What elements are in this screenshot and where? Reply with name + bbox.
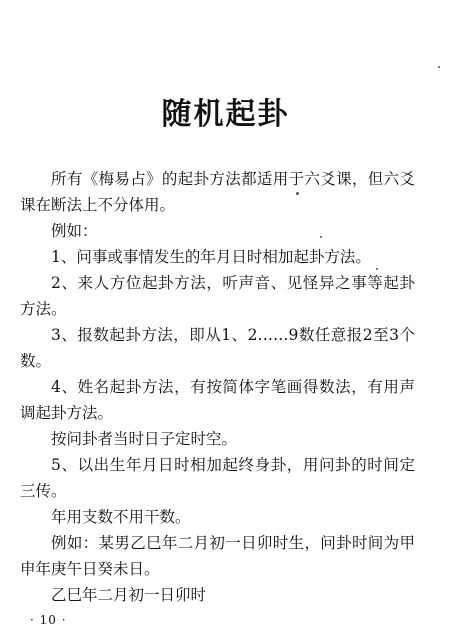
page-title: 随机起卦 [161,97,290,132]
paragraph: 3、报数起卦方法，即从1、2……9数任意报2至3个数。 [20,326,415,370]
paragraph: 年用支数不用干数。 [51,508,191,526]
scan-speck [438,66,440,68]
paragraph: 5、以出生年月日时相加起终身卦，用问卦的时间定三传。 [20,456,415,500]
paragraph: 乙巳年二月初一日卯时 [51,586,207,604]
body-text [20,166,415,608]
scan-speck [296,192,299,195]
page-number: · 10 · [30,613,67,627]
paragraph: 例如： [51,222,98,240]
paragraph: 按问卦者当时日子定时空。 [51,430,238,448]
paragraph: 4、姓名起卦方法，有按简体字笔画得数法，有用声调起卦方法。 [20,378,415,422]
paragraph: 例如：某男乙巳年二月初一日卯时生，问卦时间为甲申年庚午日癸未日。 [20,534,415,578]
scan-speck [320,236,322,238]
paragraph: 2、来人方位起卦方法，听声音、见怪异之事等起卦方法。 [20,274,415,318]
paragraph: 1、问事或事情发生的年月日时相加起卦方法。 [51,248,371,266]
paragraph: 所有《梅易占》的起卦方法都适用于六爻课，但六爻课在断法上不分体用。 [20,170,415,214]
scan-speck [376,268,378,270]
